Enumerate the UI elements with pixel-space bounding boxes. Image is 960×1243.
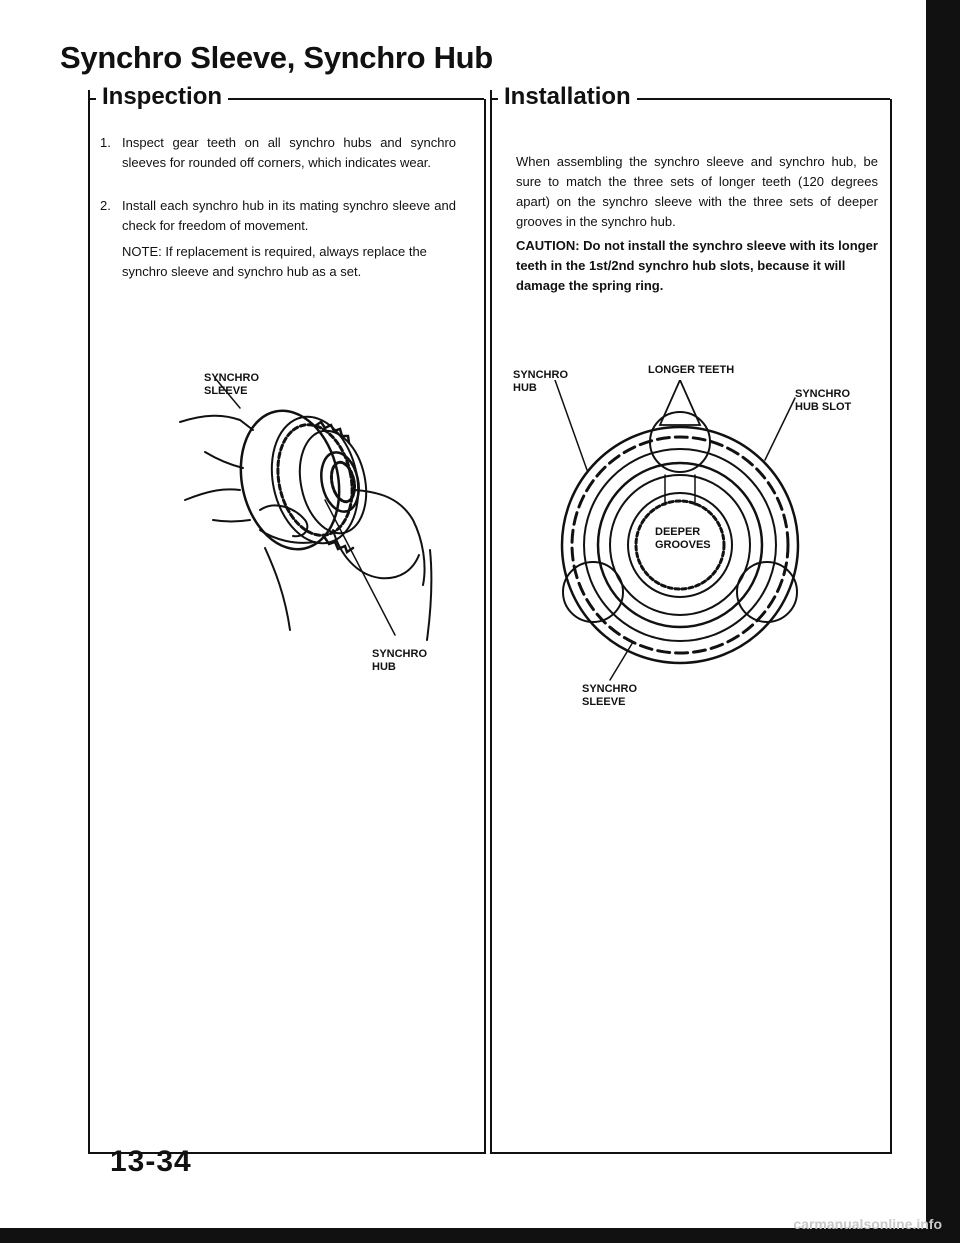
scan-edge-right: [926, 0, 960, 1243]
inspection-illustration: [165, 370, 455, 670]
figure-label-synchro-sleeve: SYNCHRO SLEEVE: [582, 683, 638, 708]
figure-label-longer-teeth: LONGER TEETH: [648, 364, 735, 376]
page-title: Synchro Sleeve, Synchro Hub: [60, 40, 493, 75]
step-number: 2.: [100, 198, 111, 213]
inspection-step: [100, 196, 456, 236]
inspection-step: [100, 133, 456, 173]
figure-label-synchro-hub-slot: SYNCHRO HUB SLOT: [795, 388, 852, 413]
inspection-corner: [88, 90, 90, 100]
installation-heading: Installation: [498, 83, 637, 111]
watermark: carmanualsonline.info: [793, 1216, 942, 1232]
figure-label-synchro-hub: SYNCHRO HUB: [372, 648, 428, 673]
figure-label-synchro-hub: SYNCHRO HUB: [513, 369, 569, 394]
installation-body: When assembling the synchro sleeve and synchro hub, be sure to match the three sets of longer teeth (120 degrees apart) on the synchro sleeve with the three sets of deeper grooves in the synchro hub.: [516, 154, 878, 229]
inspection-heading: Inspection: [96, 83, 228, 111]
inspection-note: NOTE: If replacement is required, always replace the synchro sleeve and synchro hub as a set.: [122, 244, 427, 279]
step-text: Install each synchro hub in its mating synchro sleeve and check for freedom of movement.: [122, 198, 456, 233]
figure-label-synchro-sleeve: SYNCHRO SLEEVE: [204, 372, 260, 397]
step-text: Inspect gear teeth on all synchro hubs and synchro sleeves for rounded off corners, which indicates wear.: [122, 135, 456, 170]
figure-label-deeper-grooves: DEEPER GROOVES: [655, 526, 711, 551]
installation-caution: CAUTION: Do not install the synchro sleeve with its longer teeth in the 1st/2nd synchro hub slots, because it will damage the spring ring.: [516, 238, 878, 293]
page-number: 13-34: [110, 1145, 192, 1178]
step-number: 1.: [100, 135, 111, 150]
installation-corner: [490, 90, 492, 100]
